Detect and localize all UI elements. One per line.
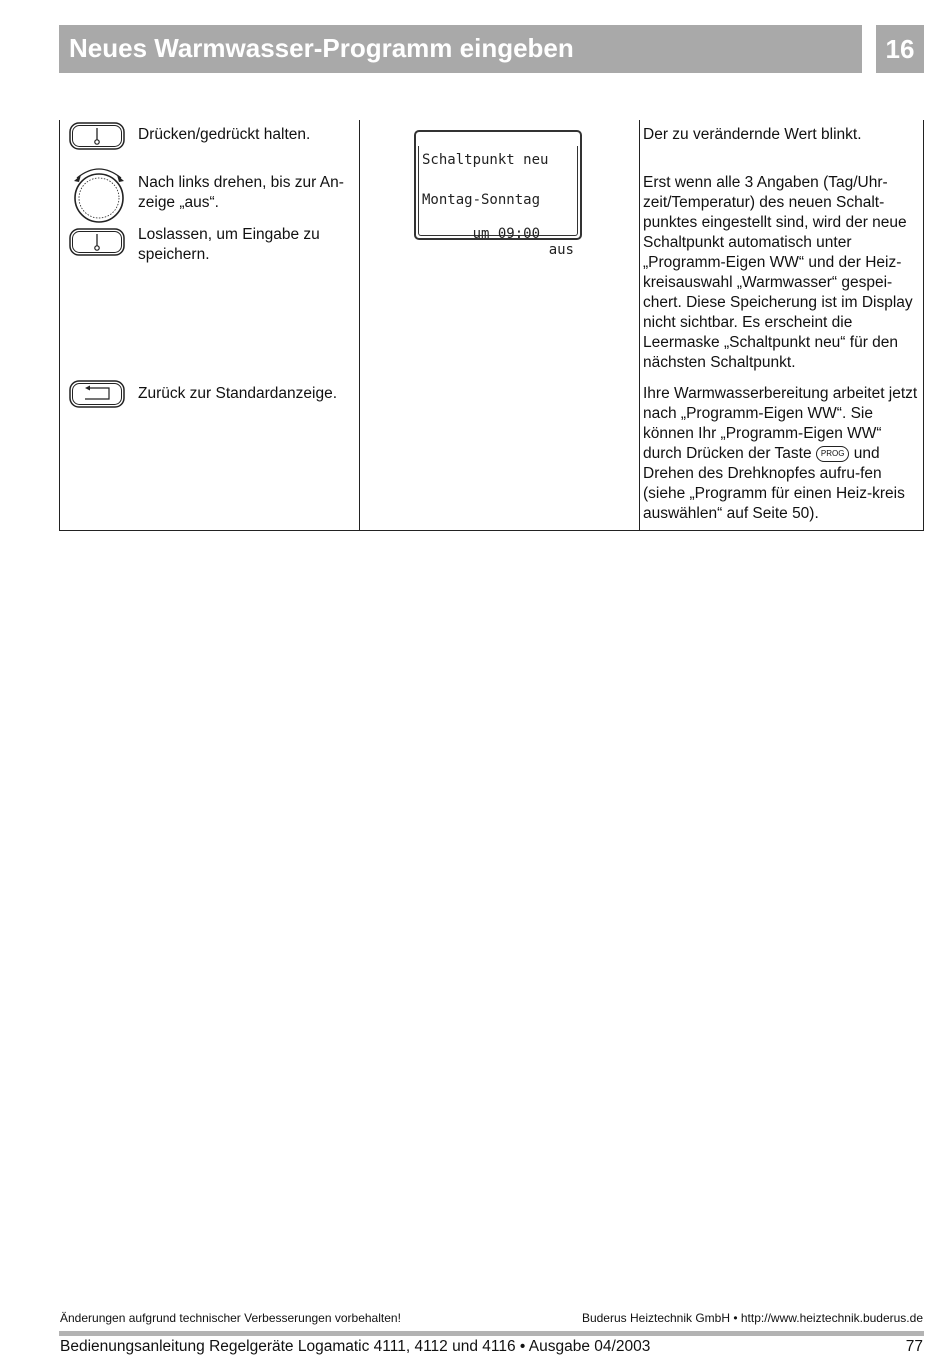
step-turn-left: Nach links drehen, bis zur An-zeige „aus“.	[138, 174, 344, 211]
footer-manual-title: Bedienungsanleitung Regelgeräte Logamatic 4111, 4112 und 4116 • Ausgabe 04/2003	[60, 1338, 651, 1355]
footer-company: Buderus Heiztechnik GmbH • http://www.heiztechnik.buderus.de	[581, 1311, 923, 1325]
table-divider	[923, 120, 924, 530]
instruction-table	[59, 120, 924, 531]
thermometer-key-icon	[69, 122, 125, 150]
step-release-save: Loslassen, um Eingabe zu speichern.	[138, 226, 320, 263]
lcd-value: aus	[548, 242, 574, 258]
table-divider	[639, 120, 640, 530]
chapter-number: 16	[876, 25, 924, 73]
lcd-display	[414, 130, 582, 258]
step-back-standard: Zurück zur Standardanzeige.	[138, 385, 338, 402]
lcd-line-2: Montag-Sonntag	[422, 192, 541, 208]
rotary-knob-icon	[69, 162, 129, 224]
thermometer-key-icon	[69, 228, 125, 256]
footer-rule	[59, 1331, 924, 1336]
page-title: Neues Warmwasser-Programm eingeben	[69, 33, 574, 63]
note-value-blinks: Der zu verändernde Wert blinkt.	[643, 126, 862, 143]
return-key-icon	[69, 380, 125, 408]
prog-key-icon: PROG	[816, 446, 850, 462]
lcd-line-3	[422, 210, 574, 274]
table-divider	[59, 120, 60, 530]
note-program-active	[643, 384, 923, 524]
lcd-time: um 09:00	[472, 226, 541, 242]
lcd-line-1: Schaltpunkt neu	[422, 152, 549, 168]
step-press-hold: Drücken/gedrückt halten.	[138, 126, 311, 143]
note-auto-save: Erst wenn alle 3 Angaben (Tag/Uhr-zeit/Temperatur) des neuen Schalt-punktes eingestellt sind, wird der neue Schaltpunkt automatisch unter „Programm-Eigen WW“ und der Heiz-kreisauswahl „Warmwasser“ gespei-chert. Diese Speicherung ist im Display nicht sichtbar. Es erscheint die Leermaske „Schaltpunkt neu“ für den nächsten Schaltpunkt.	[643, 174, 913, 371]
page-number: 77	[905, 1338, 923, 1355]
footer-disclaimer: Änderungen aufgrund technischer Verbesserungen vorbehalten!	[60, 1311, 401, 1325]
note-program-text-end: und Drehen des Drehknopfes aufru-fen (siehe „Programm für einen Heiz-kreis auswählen“ auf Seite 50).	[643, 445, 905, 522]
note-program-text-start: Ihre Warmwasserbereitung arbeitet jetzt nach „Programm-Eigen WW“. Sie können Ihr „Programm-Eigen WW“ durch Drücken der Taste	[643, 385, 918, 462]
header-bar	[59, 25, 862, 73]
